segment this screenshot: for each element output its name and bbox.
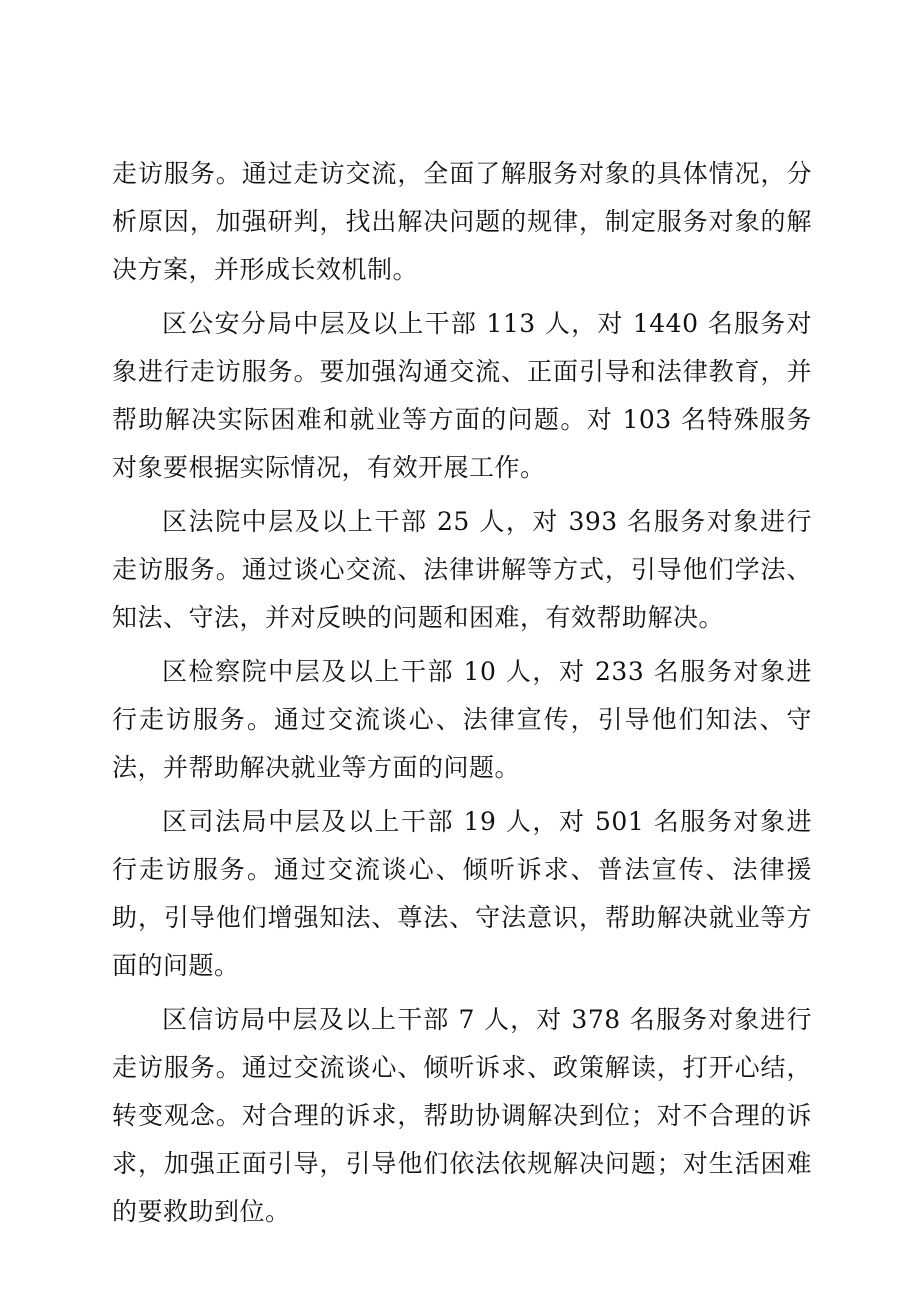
paragraph-court: 区法院中层及以上干部 25 人，对 393 名服务对象进行走访服务。通过谈心交流、法律讲解等方式，引导他们学法、知法、守法，并对反映的问题和困难，有效帮助解决。 <box>112 507 812 632</box>
paragraph-intro-continuation: 走访服务。通过走访交流，全面了解服务对象的具体情况，分析原因，加强研判，找出解决问题的规律，制定服务对象的解决方案，并形成长效机制。 <box>112 159 812 284</box>
document-body <box>112 150 812 1236</box>
paragraph-public-security: 区公安分局中层及以上干部 113 人，对 1440 名服务对象进行走访服务。要加强沟通交流、正面引导和法律教育，并帮助解决实际困难和就业等方面的问题。对 103 名特殊服务对象要根据实际情况，有效开展工作。 <box>112 309 812 482</box>
paragraph-procuratorate: 区检察院中层及以上干部 10 人，对 233 名服务对象进行走访服务。通过交流谈心、法律宣传，引导他们知法、守法，并帮助解决就业等方面的问题。 <box>112 657 812 782</box>
paragraph-justice-bureau: 区司法局中层及以上干部 19 人，对 501 名服务对象进行走访服务。通过交流谈心、倾听诉求、普法宣传、法律援助，引导他们增强知法、尊法、守法意识，帮助解决就业等方面的问题。 <box>112 807 812 980</box>
paragraph-petition-bureau: 区信访局中层及以上干部 7 人，对 378 名服务对象进行走访服务。通过交流谈心、倾听诉求、政策解读，打开心结，转变观念。对合理的诉求，帮助协调解决到位；对不合理的诉求，加强正面引导，引导他们依法依规解决问题；对生活困难的要救助到位。 <box>112 1005 812 1226</box>
